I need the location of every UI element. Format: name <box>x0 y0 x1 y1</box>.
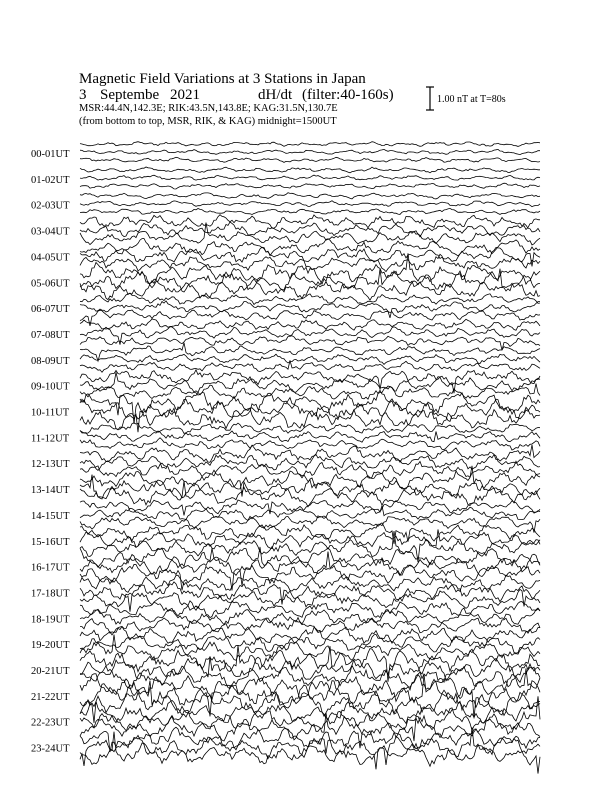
scale-bar-label: 1.00 nT at T=80s <box>437 94 506 105</box>
trace-rik <box>80 201 540 207</box>
trace-kag <box>80 239 540 256</box>
date-month: Septembe <box>100 87 160 103</box>
trace-msr <box>80 208 540 214</box>
trace-kag <box>80 193 540 199</box>
trace-rik <box>80 269 540 292</box>
trace-rik <box>80 608 540 625</box>
trace-msr <box>80 531 540 562</box>
trace-kag <box>80 370 540 393</box>
trace-rik <box>80 149 540 154</box>
trace-rik <box>80 582 540 612</box>
trace-rik <box>80 475 540 500</box>
hour-label: 01-02UT <box>31 174 70 186</box>
trace-kag <box>80 319 540 330</box>
hour-label: 15-16UT <box>31 536 70 548</box>
hour-label: 02-03UT <box>31 200 70 212</box>
hour-label: 18-19UT <box>31 614 70 626</box>
trace-kag <box>80 601 540 618</box>
hour-label: 19-20UT <box>31 640 70 652</box>
trace-kag <box>80 167 540 173</box>
hour-label: 06-07UT <box>31 304 70 316</box>
trace-rik <box>80 372 540 392</box>
hour-label: 21-22UT <box>31 691 70 703</box>
trace-msr <box>80 438 540 450</box>
date-day: 3 <box>79 87 87 103</box>
hour-label: 12-13UT <box>31 459 70 471</box>
trace-rik <box>80 696 540 731</box>
trace-kag <box>80 627 540 644</box>
hour-label: 14-15UT <box>31 510 70 522</box>
trace-msr <box>80 183 540 189</box>
hour-label: 10-11UT <box>31 407 70 419</box>
trace-msr <box>80 384 540 400</box>
parameter-label: dH/dt <box>258 87 293 103</box>
trace-kag <box>80 700 540 723</box>
hour-label: 22-23UT <box>31 717 70 729</box>
trace-kag <box>80 523 540 544</box>
trace-msr <box>80 360 540 372</box>
hour-label: 03-04UT <box>31 226 70 238</box>
hour-label: 17-18UT <box>31 588 70 600</box>
trace-rik <box>80 222 540 237</box>
date-year: 2021 <box>170 87 200 103</box>
hour-label: 16-17UT <box>31 562 70 574</box>
trace-kag <box>80 142 540 147</box>
hour-label: 09-10UT <box>31 381 70 393</box>
trace-kag <box>80 253 540 284</box>
trace-rik <box>80 247 540 266</box>
hour-label: 04-05UT <box>31 252 70 264</box>
trace-rik <box>80 555 540 577</box>
hour-label: 07-08UT <box>31 329 70 341</box>
hour-label: 23-24UT <box>31 743 70 755</box>
chart-title: Magnetic Field Variations at 3 Stations in Japan <box>79 71 366 87</box>
trace-rik <box>80 506 540 521</box>
hour-label: 05-06UT <box>31 278 70 290</box>
trace-msr <box>80 157 540 162</box>
trace-msr <box>80 635 540 661</box>
hour-label: 00-01UT <box>31 149 70 160</box>
trace-msr <box>80 690 540 716</box>
filter-label: (filter:40-160s) <box>302 87 394 103</box>
trace-kag <box>80 646 540 682</box>
trace-rik <box>80 175 540 180</box>
hour-label: 08-09UT <box>31 355 70 367</box>
trace-kag <box>80 668 540 716</box>
hour-label: 20-21UT <box>31 666 70 677</box>
hour-label: 11-12UT <box>31 433 70 445</box>
station-order-text: (from bottom to top, MSR, RIK, & KAG) midnight=1500UT <box>79 116 337 127</box>
trace-msr <box>80 407 540 432</box>
trace-msr <box>80 310 540 326</box>
trace-kag <box>80 547 540 567</box>
hour-label: 13-14UT <box>31 485 70 497</box>
stations-text: MSR:44.4N,142.3E; RIK:43.5N,143.8E; KAG:31.5N,130.7E <box>79 103 338 114</box>
trace-rik <box>80 327 540 345</box>
trace-kag <box>80 215 540 230</box>
